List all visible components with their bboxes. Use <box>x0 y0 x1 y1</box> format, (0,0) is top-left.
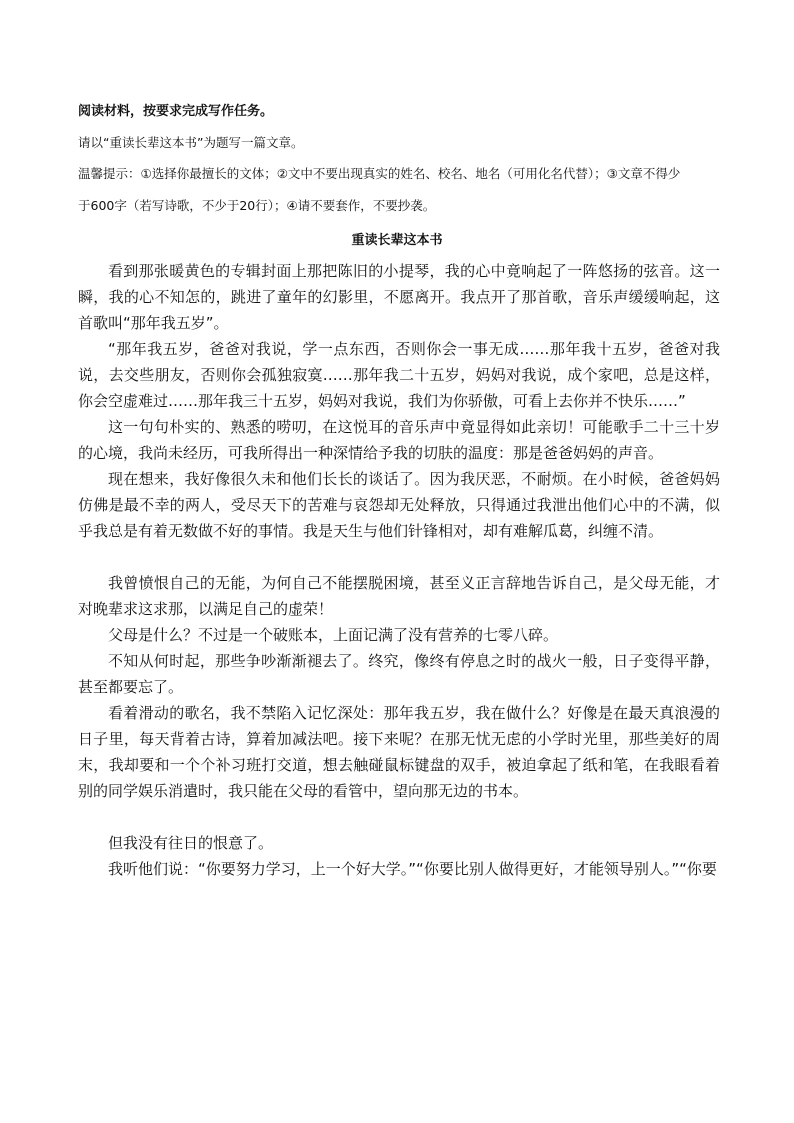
paragraph: “那年我五岁，爸爸对我说，学一点东西，否则你会一事无成……那年我十五岁，爸爸对我说，去交些朋友，否则你会孤独寂寞……那年我二十五岁，妈妈对我说，成个家吧，总是这样，你会空虚难过……那年我三十五岁，妈妈对我说，我们为你骄傲，可看上去你并不快乐……” <box>78 340 720 410</box>
essay-title: 重读长辈这本书 <box>351 233 443 248</box>
paragraph: 父母是什么？不过是一个破账本，上面记满了没有营养的七零八碎。 <box>108 626 559 644</box>
instructions-heading: 阅读材料，按要求完成写作任务。 <box>78 104 274 119</box>
tips-line-2: 于600字（若写诗歌，不少于20行）；④请不要套作，不要抄袭。 <box>78 198 436 213</box>
paragraph: 现在想来，我好像很久未和他们长长的谈话了。因为我厌恶，不耐烦。在小时候，爸爸妈妈仿佛是最不幸的两人，受尽天下的苦难与哀怨却无处释放，只得通过我泄出他们心中的不满，似乎我总是有着无数做不好的事情。我是天生与他们针锋相对，却有难解瓜葛，纠缠不清。 <box>78 470 720 540</box>
paragraph: 不知从何时起，那些争吵渐渐褪去了。终究，像终有停息之时的战火一般，日子变得平静，甚至都要忘了。 <box>78 652 720 696</box>
paragraph: 看着滑动的歌名，我不禁陷入记忆深处：那年我五岁，我在做什么？好像是在最天真浪漫的日子里，每天背着古诗，算着加减法吧。接下来呢？在那无忧无虑的小学时光里，那些美好的周末，我却要和一个个补习班打交道，想去触碰鼠标键盘的双手，被迫拿起了纸和笔，在我眼看着别的同学娱乐消遣时，我只能在父母的看管中，望向那无边的书本。 <box>78 704 720 800</box>
paragraph: 这一句句朴实的、熟悉的唠叨，在这悦耳的音乐声中竟显得如此亲切！可能歌手二十三十岁的心境，我尚未经历，可我所得出一种深情给予我的切肤的温度：那是爸爸妈妈的声音。 <box>78 418 720 462</box>
tips-line-1: 温馨提示：①选择你最擅长的文体；②文中不要出现真实的姓名、校名、地名（可用化名代替）；③文章不得少 <box>78 166 681 181</box>
paragraph: 但我没有往日的恨意了。 <box>108 834 274 852</box>
essay-body <box>78 258 720 882</box>
paragraph: 我听他们说：“你要努力学习，上一个好大学。”“你要比别人做得更好，才能领导别人。”“你要 <box>108 860 717 878</box>
paragraph: 我曾愤恨自己的无能，为何自己不能摆脱困境，甚至义正言辞地告诉自己，是父母无能，才对晚辈求这求那，以满足自己的虚荣！ <box>78 574 720 618</box>
paragraph: 看到那张暖黄色的专辑封面上那把陈旧的小提琴，我的心中竟响起了一阵悠扬的弦音。这一瞬，我的心不知怎的，跳进了童年的幻影里，不愿离开。我点开了那首歌，音乐声缓缓响起，这首歌叫“那年我五岁”。 <box>78 262 720 332</box>
writing-task: 请以“重读长辈这本书”为题写一篇文章。 <box>78 135 304 150</box>
